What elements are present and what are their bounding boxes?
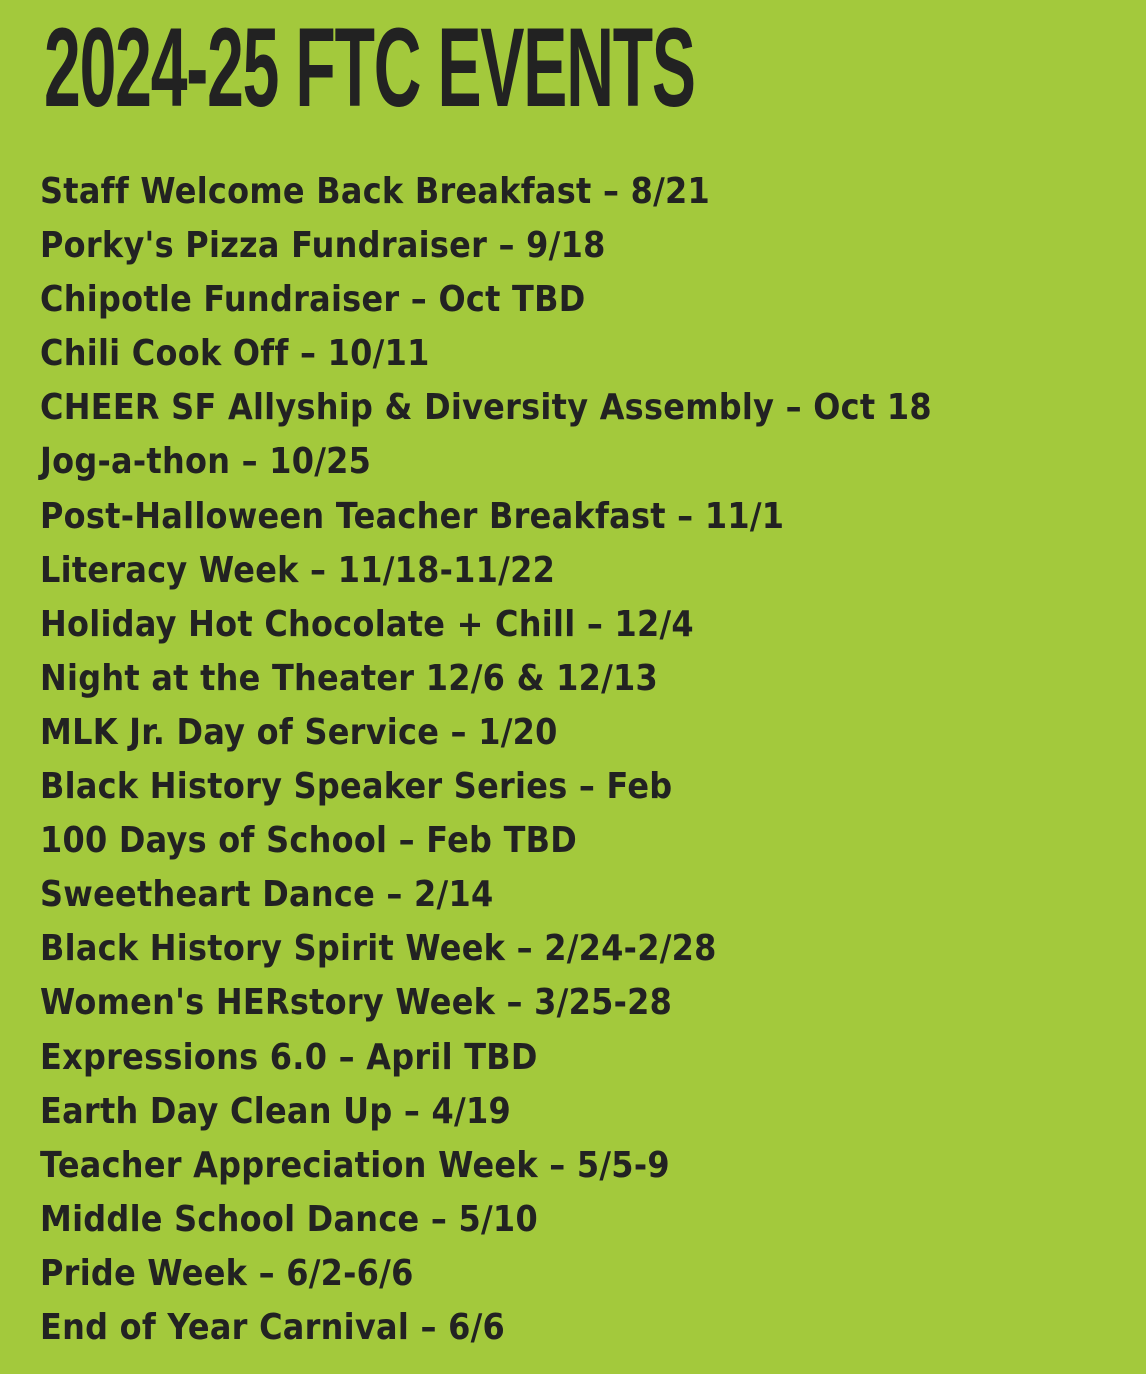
event-item: Jog-a-thon – 10/25 (40, 441, 372, 483)
event-item: Black History Spirit Week – 2/24-2/28 (40, 928, 717, 970)
event-item: Teacher Appreciation Week – 5/5-9 (40, 1144, 670, 1186)
event-item: Expressions 6.0 – April TBD (40, 1036, 538, 1078)
event-item: Holiday Hot Chocolate + Chill – 12/4 (40, 603, 694, 645)
event-item: Pride Week – 6/2-6/6 (40, 1252, 414, 1294)
event-item: CHEER SF Allyship & Diversity Assembly – Oct 18 (40, 387, 932, 429)
events-list (40, 165, 1031, 1355)
event-item: Staff Welcome Back Breakfast – 8/21 (40, 171, 711, 212)
event-item: Post-Halloween Teacher Breakfast – 11/1 (40, 495, 785, 537)
event-item: Black History Speaker Series – Feb (40, 766, 673, 808)
event-item: Middle School Dance – 5/10 (40, 1198, 538, 1240)
event-item: Chili Cook Off – 10/11 (40, 333, 430, 375)
page-title: 2024-25 FTC EVENTS (44, 5, 695, 130)
event-item: Women's HERstory Week – 3/25-28 (40, 982, 673, 1024)
event-item: Earth Day Clean Up – 4/19 (40, 1090, 511, 1132)
event-item: Porky's Pizza Fundraiser – 9/18 (40, 225, 606, 267)
event-item: Night at the Theater 12/6 & 12/13 (40, 657, 659, 699)
event-item: Sweetheart Dance – 2/14 (40, 874, 494, 916)
event-item: 100 Days of School – Feb TBD (40, 820, 578, 862)
event-item: Chipotle Fundraiser – Oct TBD (40, 279, 586, 321)
event-item: Literacy Week – 11/18-11/22 (40, 549, 556, 591)
event-item: End of Year Carnival – 6/6 (40, 1306, 506, 1348)
event-item: MLK Jr. Day of Service – 1/20 (40, 711, 558, 753)
